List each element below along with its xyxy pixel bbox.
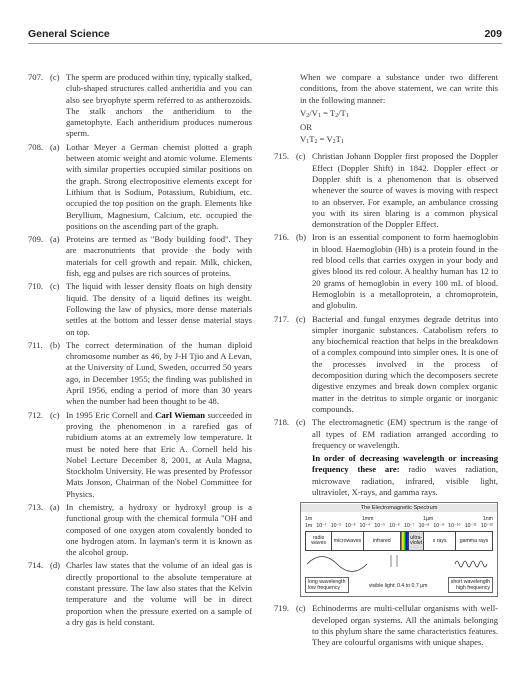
answer-option: (c) [296, 603, 306, 614]
power-label: 10⁻¹⁰ [448, 523, 461, 530]
question-number: 716. [274, 232, 290, 243]
power-label: 10⁻⁷ [404, 523, 415, 530]
answer-entry-708 [28, 142, 252, 232]
answer-option: (c) [296, 417, 306, 428]
answer-option: (c) [50, 281, 60, 292]
answer-entry-713 [28, 502, 252, 558]
section-title: General Science [28, 28, 110, 40]
answer-option: (c) [296, 151, 306, 162]
answer-entry-719 [274, 603, 498, 648]
answer-option: (b) [50, 339, 61, 350]
wave-illustration [305, 553, 493, 575]
explanation-text: Echinoderms are multi-cellular organisms with well-developed organ systems. All the animals belonging to this phylum share the same characteristics features. They are colourful organisms with unique shapes. [312, 603, 498, 648]
em-spectrum-figure [300, 502, 498, 597]
power-label: 10⁻⁶ [389, 523, 400, 530]
explanation-text: Lothar Meyer a German chemist plotted a graph between atomic weight and atomic volume. Elements with similar properties occupied similar positions on the graph. Strong electropositive elements except for Lithium that is Sodium, Potassium, Rubidium, etc. occupied the top position on the graph. Elements like Beryllium, Magnesium, Calcium, etc. occupied the positions on the ascending part of the graph. [66, 141, 252, 231]
answer-option: (b) [296, 232, 307, 243]
unit-label: 1µm [423, 516, 434, 523]
left-column [28, 72, 252, 630]
right-column [274, 72, 498, 650]
explanation-text: Bacterial and fungal enzymes degrade detritus into simpler inorganic substances. Catabolism refers to any biochemical reaction that helps in the breakdown of a complex compound into simpler ones. It is one of the processes involved in the process of decomposition during which the decomposers secrete digestive enzymes and break down complex organic matter in the detritus to simple organic or inorganic compounds. [312, 313, 498, 414]
power-label: 1m [305, 523, 313, 530]
question-number: 708. [28, 141, 44, 152]
answer-option: (a) [50, 501, 60, 512]
short-wave-curve [455, 561, 487, 567]
text-part: succeeded in proving the phenomenon in a rarefied gas of rubidium atoms at an extremely low temperature. It must be noted here that Eric A. Cornell held his Nobel Lecture December 8, 2001, at Aula Magna, Stockholm University. He was presented by Professor Mats Jonson, Chairman of the Nobel Committee for Physics. [66, 409, 252, 499]
explanation-text: The sperm are produced within tiny, typically stalked, club-shaped structures called antheridia and you can also see bryophyte sperm referred to as antherozoids. The stalk anchors the antheridium to the gametophyte. Each antheridium produces numerous sperm. [66, 72, 252, 139]
explanation-text: The electromagnetic (EM) spectrum is the range of all types of EM radiation arranged according to frequency or wavelength. [312, 417, 498, 450]
question-number: 718. [274, 417, 290, 428]
figure-footer [305, 577, 493, 593]
band-ultraviolet: ultra-violet [409, 532, 424, 550]
long-wave-label [305, 577, 349, 593]
question-number: 715. [274, 151, 290, 162]
power-label: 10⁻⁹ [433, 523, 445, 530]
high-frequency-text: high frequency [455, 585, 490, 592]
long-wave-curve [307, 557, 367, 572]
running-header [28, 22, 502, 44]
text-part: In 1995 Eric Cornell and [66, 409, 156, 420]
visible-light-label: visible light: 0.4 to 0.7 µm [368, 583, 428, 589]
unit-label: 1m [305, 516, 313, 523]
explanation-text: Charles law states that the volume of an ideal gas is directly proportional to the absolute temperature at constant pressure. The law also states that the Kelvin temperature and the volume will be in direct proportion when the pressure exerted on a sample of a dry gas is held constant. [66, 560, 252, 627]
em-order-paragraph [312, 453, 498, 498]
power-label: 10⁻¹² [480, 523, 493, 530]
formula-or: OR [300, 122, 312, 133]
charles-law-formula-2: $V_1T_2 = V_2T_1$ [300, 133, 344, 145]
power-label: 10⁻² [330, 523, 341, 530]
low-frequency-text: low frequency [308, 585, 341, 592]
answer-option: (c) [296, 313, 306, 324]
power-label: 10⁻¹¹ [464, 523, 477, 530]
question-number: 713. [28, 501, 44, 512]
answer-option: (a) [50, 234, 60, 245]
answer-option: (d) [50, 560, 61, 571]
band-gamma: gamma rays [459, 537, 489, 544]
explanation-text: Iron is an essential component to form haemoglobin in blood. Haemoglobin (Hb) is a protein found in the red blood cells that carries oxygen in your body and gives blood its red colour. A healthy human has 12 to 20 grams of hemoglobin in every 100 mL of blood. Hemoglobin is a metalloprotein, a chromoprotein, and globulin. [312, 232, 498, 311]
bold-name: Carl Wieman [155, 409, 206, 420]
question-number: 717. [274, 313, 290, 324]
power-label: 10⁻³ [345, 523, 356, 530]
question-number: 707. [28, 72, 44, 82]
power-label: 10⁻⁸ [418, 523, 430, 530]
band-microwaves: microwaves [332, 532, 364, 550]
answer-option: (c) [50, 409, 60, 420]
band-xrays: x rays [424, 532, 456, 550]
unit-label: 1mm [361, 516, 374, 523]
question-number: 712. [28, 409, 44, 420]
explanation-text: Christian Johann Doppler first proposed the Doppler Effect (Doppler Shift) in 1842. Doppler effect or Doppler shift is a phenomenon that is observed whenever the source of waves is moving with respect to an observer. For example, an ambulance crossing you with its siren blaring is a common physical demonstration of the Doppler Effect. [312, 151, 498, 230]
answer-entry-714 [28, 560, 252, 628]
answer-entry-715 [274, 151, 498, 230]
band-row [305, 531, 493, 551]
question-number: 711. [28, 339, 43, 350]
unit-label: 1nm [482, 516, 493, 523]
band-radio: radio waves [306, 532, 332, 550]
em-order-heading: In order of decreasing wavelength or increasing frequency these are: [312, 453, 498, 475]
continued-paragraph: When we compare a substance under two different conditions, from the above statement, we can write this in the following manner: [300, 72, 498, 105]
short-wavelength-text: short wavelength [450, 579, 490, 586]
power-label: 10⁻⁵ [374, 523, 386, 530]
question-number: 710. [28, 281, 44, 292]
answer-entry-717 [274, 314, 498, 416]
em-order-list: radio waves radiation, microwave radiation, infrared, visible light, ultraviolet, X-rays, and gamma rays. [312, 464, 498, 497]
answer-entry-709 [28, 234, 252, 279]
explanation-text: The liquid with lesser density floats on high density liquid. The density of a liquid defines its weight. Following the law of physics, more dense materials settles at the bottom and lesser dense material stays on top. [66, 281, 252, 337]
answer-entry-710 [28, 281, 252, 337]
short-wave-label [448, 577, 493, 593]
answer-entry-707 [28, 72, 252, 140]
question-number: 719. [274, 603, 290, 614]
question-number: 714. [28, 560, 44, 571]
long-wavelength-text: long wavelength [308, 579, 346, 586]
answer-entry-718 [274, 417, 498, 451]
figure-title: The Electromagnetic Spectrum [301, 504, 497, 512]
question-number: 709. [28, 234, 44, 245]
answer-option: (a) [50, 141, 60, 152]
visible-marker [391, 555, 397, 567]
page-number: 209 [484, 28, 502, 40]
power-label: 10⁻¹ [316, 523, 327, 530]
explanation-text: Proteins are termed as "Body building food". They are macronutrients that provide the body with materials for cell growth and repair. Milk, chicken, fish, egg and pulses are rich sources of proteins. [66, 234, 252, 279]
answer-entry-716 [274, 232, 498, 311]
charles-law-formula-1: $V_2/V_1 = T_2/T_1$ [300, 107, 349, 119]
answer-option: (c) [50, 72, 60, 82]
answer-entry-712 [28, 410, 252, 500]
explanation-text [66, 410, 252, 500]
explanation-text: The correct determination of the human diploid chromosome number as 46, by J-H Tjio and A Levan, at the University of Lund, Sweden, occurred 50 years ago, in December 1955; the finding was published in April 1956, ending a period of more than 30 years when the number had been thought to be 48. [66, 339, 252, 407]
band-visible [401, 532, 409, 550]
band-infrared: infrared [364, 532, 401, 550]
power-label: 10⁻⁴ [359, 523, 371, 530]
explanation-text: In chemistry, a hydroxy or hydroxyl group is a functional group with the chemical formula "OH and composed of one oxygen atom covalently bonded to one hydrogen atom. In layman's term it is known as the alcohol group. [66, 501, 252, 558]
answer-entry-711 [28, 340, 252, 408]
